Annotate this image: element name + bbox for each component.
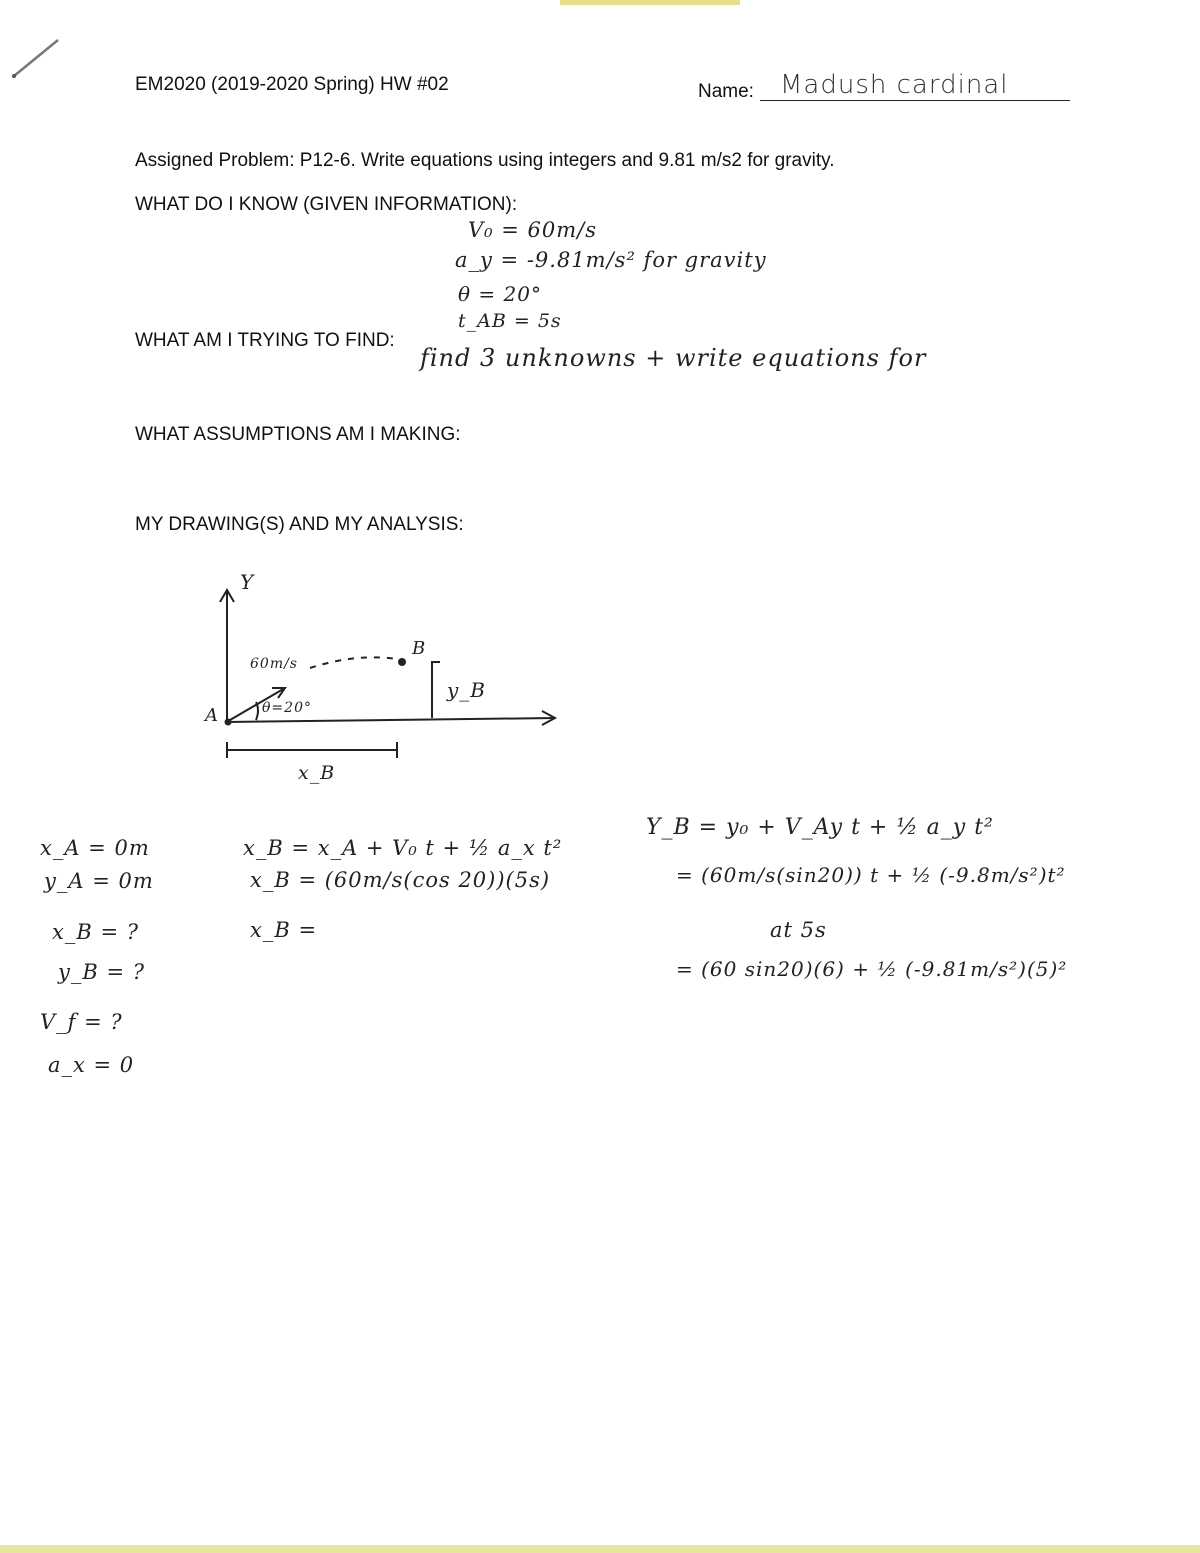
pencil-mark-icon (10, 36, 62, 80)
section-what-do-i-know: WHAT DO I KNOW (GIVEN INFORMATION): (135, 194, 518, 215)
section-drawing-analysis: MY DRAWING(S) AND MY ANALYSIS: (135, 514, 464, 535)
trajectory (310, 657, 402, 668)
known-ax: a_x = 0 (48, 1053, 135, 1077)
paper-edge-bottom (0, 1545, 1200, 1553)
find-note: find 3 unknowns + write equations for (420, 344, 927, 372)
x-equation-line-1: x_B = x_A + V₀ t + ½ a_x t² (243, 836, 563, 860)
given-theta: θ = 20° (458, 282, 542, 306)
diagram-xb-label: x_B (298, 762, 336, 784)
diagram-velocity-label: 60m/s (250, 656, 298, 672)
diagram-a-label: A (205, 705, 219, 726)
known-ya: y_A = 0m (44, 869, 154, 893)
student-name: Madush cardinal (780, 70, 1009, 100)
diagram-yb-label: y_B (447, 678, 486, 702)
given-v0: V₀ = 60m/s (468, 218, 598, 242)
yb-bracket (432, 662, 440, 718)
x-axis (227, 718, 555, 722)
given-tab: t_AB = 5s (458, 310, 562, 332)
projectile-diagram (190, 570, 570, 800)
velocity-arrowhead (272, 688, 285, 698)
diagram-y-label: Y (240, 570, 255, 594)
y-equation-line-2: = (60m/s(sin20)) t + ½ (-9.8m/s²)t² (676, 863, 1066, 887)
paper-edge-top (560, 0, 740, 5)
known-vf: V_f = ? (40, 1010, 123, 1034)
y-equation-line-3: at 5s (770, 918, 827, 942)
angle-arc (256, 702, 258, 720)
course-title: EM2020 (2019-2020 Spring) HW #02 (135, 74, 449, 95)
x-equation-line-2: x_B = (60m/s(cos 20))(5s) (250, 868, 551, 892)
point-b-marker (398, 658, 406, 666)
known-xa: x_A = 0m (40, 836, 150, 860)
section-what-to-find: WHAT AM I TRYING TO FIND: (135, 330, 395, 351)
x-equation-line-3: x_B = (250, 918, 318, 942)
known-xb: x_B = ? (52, 920, 139, 944)
y-equation-line-4: = (60 sin20)(6) + ½ (-9.81m/s²)(5)² (676, 957, 1068, 981)
point-a-marker (225, 719, 232, 726)
name-label: Name: (698, 81, 754, 102)
diagram-angle-label: θ=20° (262, 700, 312, 716)
name-underline (760, 100, 1070, 101)
y-equation-line-1: Y_B = y₀ + V_Ay t + ½ a_y t² (646, 815, 994, 840)
assigned-problem: Assigned Problem: P12-6. Write equations using integers and 9.81 m/s2 for gravity. (135, 150, 835, 171)
section-assumptions: WHAT ASSUMPTIONS AM I MAKING: (135, 424, 461, 445)
given-ay: a_y = -9.81m/s² for gravity (455, 248, 767, 272)
diagram-b-label: B (412, 638, 427, 659)
known-yb: y_B = ? (58, 960, 146, 984)
